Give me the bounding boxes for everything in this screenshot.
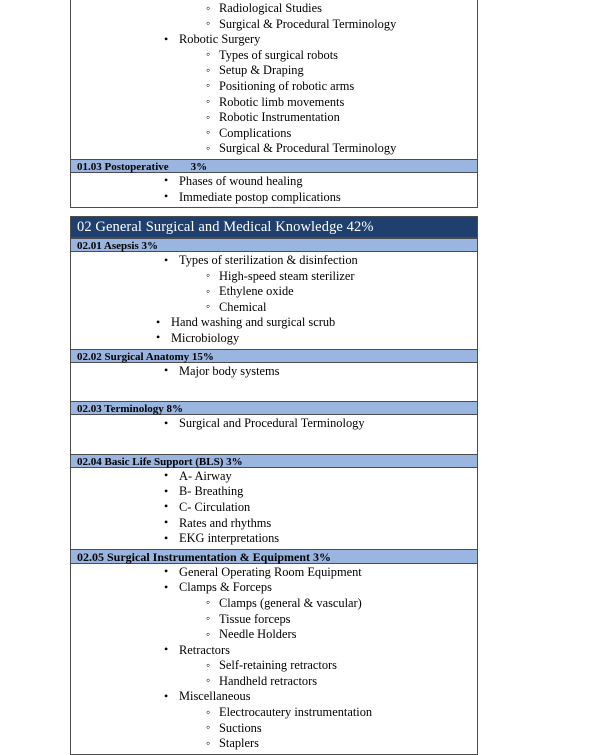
list-item-label: Staplers: [219, 736, 259, 751]
list-item: [71, 315, 477, 331]
list-item: [71, 721, 477, 737]
outline-sections: [71, 238, 477, 754]
list-item-label: Robotic Instrumentation: [219, 110, 340, 125]
section-heading: [71, 454, 477, 468]
list-item-label: Hand washing and surgical scrub: [171, 315, 336, 330]
list-item: [71, 17, 477, 33]
list-item-label: Complications: [219, 125, 292, 140]
outline-list: [71, 1, 477, 157]
list-item-label: Types of sterilization & disinfection: [179, 253, 358, 267]
list-item: [71, 269, 477, 285]
outline-table-two: [70, 216, 478, 755]
list-item-label: Clamps (general & vascular): [219, 595, 362, 610]
list-item: [71, 300, 477, 316]
list-item-label: Retractors: [179, 642, 230, 657]
list-item-label: Surgical & Procedural Terminology: [219, 16, 397, 31]
list-item: [71, 284, 477, 300]
section-heading-01-03: [71, 159, 477, 173]
section-heading: [71, 349, 477, 363]
list-item: [71, 531, 477, 547]
list-item-label: Phases of wound healing: [179, 173, 303, 188]
list-item-label: Radiological Studies: [219, 1, 322, 15]
list-item: [71, 580, 477, 596]
list-item: [71, 674, 477, 690]
section-heading-percent: 3%: [190, 160, 208, 173]
list-item: [71, 643, 477, 659]
list-item-label: Tissue forceps: [219, 611, 291, 626]
list-item-label: Chemical: [219, 299, 267, 314]
list-item-label: Handheld retractors: [219, 673, 318, 688]
list-item-label: Microbiology: [171, 330, 240, 345]
outline-list: [71, 565, 477, 752]
list-item-label: Major body systems: [179, 363, 280, 378]
list-item-label: Setup & Draping: [219, 63, 304, 78]
list-item: [71, 484, 477, 500]
list-item-label: High-speed steam sterilizer: [219, 268, 355, 283]
list-item: [71, 736, 477, 752]
list-item: [71, 331, 477, 347]
list-item-label: Suctions: [219, 720, 262, 735]
outline-list: [71, 469, 477, 547]
major-heading-02: 02 General Surgical and Medical Knowledge 42%: [71, 217, 477, 238]
list-item: [71, 500, 477, 516]
outline-body: [71, 252, 477, 349]
list-item-label: Needle Holders: [219, 627, 297, 642]
list-item-label: Surgical and Procedural Terminology: [179, 416, 365, 431]
list-item: [71, 516, 477, 532]
section-heading-label: 01.03 Postoperative: [77, 160, 169, 173]
section-heading-label: 02.02 Surgical Anatomy 15%: [77, 350, 214, 363]
list-item-label: C- Circulation: [179, 499, 251, 514]
list-item: [71, 1, 477, 17]
list-item: [71, 627, 477, 643]
section-heading-label: 02.04 Basic Life Support (BLS) 3%: [77, 455, 243, 468]
list-item-label: Types of surgical robots: [219, 47, 339, 62]
outline-body: [71, 363, 477, 402]
outline-body-continued: [71, 0, 477, 159]
list-item: [71, 689, 477, 705]
list-item-label: Immediate postop complications: [179, 189, 341, 204]
list-item: [71, 596, 477, 612]
section-heading: [71, 549, 477, 564]
list-item-label: Surgical & Procedural Terminology: [219, 141, 397, 156]
list-item-label: Electrocautery instrumentation: [219, 705, 373, 720]
list-item-label: A- Airway: [179, 468, 232, 483]
section-heading-label: 02.01 Asepsis 3%: [77, 240, 158, 252]
list-item: [71, 658, 477, 674]
list-item: [71, 126, 477, 142]
list-item: [71, 469, 477, 485]
section-heading: [71, 401, 477, 415]
list-item-label: EKG interpretations: [179, 531, 280, 546]
list-item: [71, 190, 477, 206]
list-item: [71, 612, 477, 628]
section-heading-label: 02.03 Terminology 8%: [77, 403, 184, 416]
list-item: [71, 416, 477, 432]
list-item: [71, 48, 477, 64]
section-heading-label: 02.05 Surgical Instrumentation & Equipment 3%: [77, 549, 332, 564]
outline-body: [71, 468, 477, 549]
list-item-label: Positioning of robotic arms: [219, 78, 355, 93]
list-item-label: B- Breathing: [179, 484, 244, 499]
outline-table-one: [70, 0, 478, 208]
list-item-label: General Operating Room Equipment: [179, 564, 362, 579]
list-item: [71, 174, 477, 190]
outline-list: [71, 253, 477, 347]
outline-body-01-03: [71, 173, 477, 207]
list-item-label: Robotic Surgery: [179, 32, 261, 47]
section-heading: [71, 238, 477, 252]
outline-body: [71, 415, 477, 454]
list-item: [71, 705, 477, 721]
list-item-label: Rates and rhythms: [179, 515, 272, 530]
outline-list: [71, 174, 477, 205]
list-item: [71, 110, 477, 126]
list-item-label: Robotic limb movements: [219, 94, 345, 109]
list-item: [71, 565, 477, 581]
list-item: [71, 63, 477, 79]
list-item: [71, 32, 477, 48]
outline-list: [71, 416, 477, 432]
list-item-label: Ethylene oxide: [219, 284, 294, 299]
outline-body: [71, 564, 477, 754]
list-item: [71, 141, 477, 157]
outline-list: [71, 364, 477, 380]
list-item-label: Miscellaneous: [179, 689, 251, 704]
list-item-label: Self-retaining retractors: [219, 658, 338, 673]
list-item: [71, 79, 477, 95]
list-item-label: Clamps & Forceps: [179, 580, 272, 595]
list-item: [71, 364, 477, 380]
list-item: [71, 253, 477, 269]
list-item: [71, 95, 477, 111]
